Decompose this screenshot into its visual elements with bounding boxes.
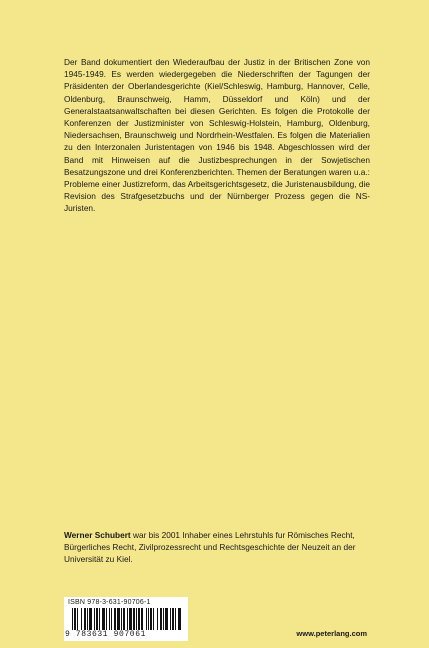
- barcode-bar: [133, 608, 135, 630]
- author-bio: [64, 529, 370, 566]
- barcode-bar: [178, 608, 181, 630]
- barcode-bar: [165, 608, 168, 630]
- barcode-bar: [99, 608, 100, 630]
- barcode-bar: [129, 608, 132, 630]
- barcode-bar: [111, 608, 112, 630]
- barcode-bar: [123, 608, 125, 630]
- barcode-bar: [106, 608, 107, 630]
- barcode-bar: [84, 608, 86, 630]
- barcode-digits: 9 783631 907061: [65, 630, 147, 639]
- barcode-bar: [153, 608, 154, 630]
- barcode-bar: [109, 608, 110, 630]
- isbn-label: ISBN 978-3-631-90706-1: [68, 599, 151, 606]
- barcode-bar: [117, 608, 120, 630]
- barcode-bar: [102, 608, 105, 630]
- barcode-bar: [146, 608, 147, 630]
- barcode-bar: [175, 608, 176, 630]
- barcode-bar: [157, 608, 158, 630]
- barcode-bar: [163, 608, 164, 630]
- barcode-bar: [72, 608, 73, 630]
- barcode-bar: [94, 608, 95, 630]
- barcode-bar: [148, 608, 149, 630]
- barcode-bar: [127, 608, 128, 630]
- barcode-bar: [77, 608, 78, 630]
- barcode-bars: [72, 608, 182, 630]
- barcode-bar: [138, 608, 140, 630]
- author-bio-text: war bis 2001 Inhaber eines Lehrstuhls fur Römisches Recht, Bürgerliches Recht, Zivilprozessrecht und Rechtsgeschichte der Neuzeit an der Universität zu Kiel.: [64, 530, 356, 565]
- back-cover-blurb: Der Band dokumentiert den Wiederaufbau der Justiz in der Britischen Zone von 1945-1949. Es werden wiedergegeben die Niederschriften der Tagungen der Präsidenten der Oberlandesgerichte (Kiel/Schleswig, Hamburg, Hannover, Celle, Oldenburg, Braunschweig, Hamm, Düsseldorf und Köln) und der Generalstaatsanwaltschaften bei diesen Gerichten. Es folgen die Protokolle der Konferenzen der Justizminister von Schleswig-Holstein, Hamburg, Oldenburg, Niedersachsen, Braunschweig und Nordrhein-Westfalen. Es folgen die Materialien zu den Interzonalen Juristentagen von 1946 bis 1948. Abgeschlossen wird der Band mit Hinweisen auf die Justizbesprechungen in der Sowjetischen Besatzungszone und drei Konferenzberichten. Themen der Beratungen waren u.a.: Probleme einer Justizreform, das Arbeitsgerichtsgesetz, die Juristenausbildung, die Revision des Strafgesetzbuchs und der Nürnberger Prozess gegen die NS-Juristen.: [64, 57, 370, 214]
- barcode-bar: [81, 608, 82, 630]
- barcode-bar: [121, 608, 122, 630]
- barcode-bar: [160, 608, 162, 630]
- barcode-bar: [172, 608, 174, 630]
- barcode-bar: [89, 608, 92, 630]
- publisher-website: www.peterlang.com: [296, 629, 367, 638]
- barcode-bar: [150, 608, 152, 630]
- barcode-bar: [170, 608, 171, 630]
- barcode-bar: [87, 608, 88, 630]
- barcode-bar: [141, 608, 143, 630]
- barcode-bar: [114, 608, 116, 630]
- author-name: Werner Schubert: [64, 530, 131, 540]
- isbn-barcode: [64, 597, 188, 641]
- barcode-bar: [74, 608, 76, 630]
- barcode-bar: [96, 608, 98, 630]
- barcode-bar: [136, 608, 137, 630]
